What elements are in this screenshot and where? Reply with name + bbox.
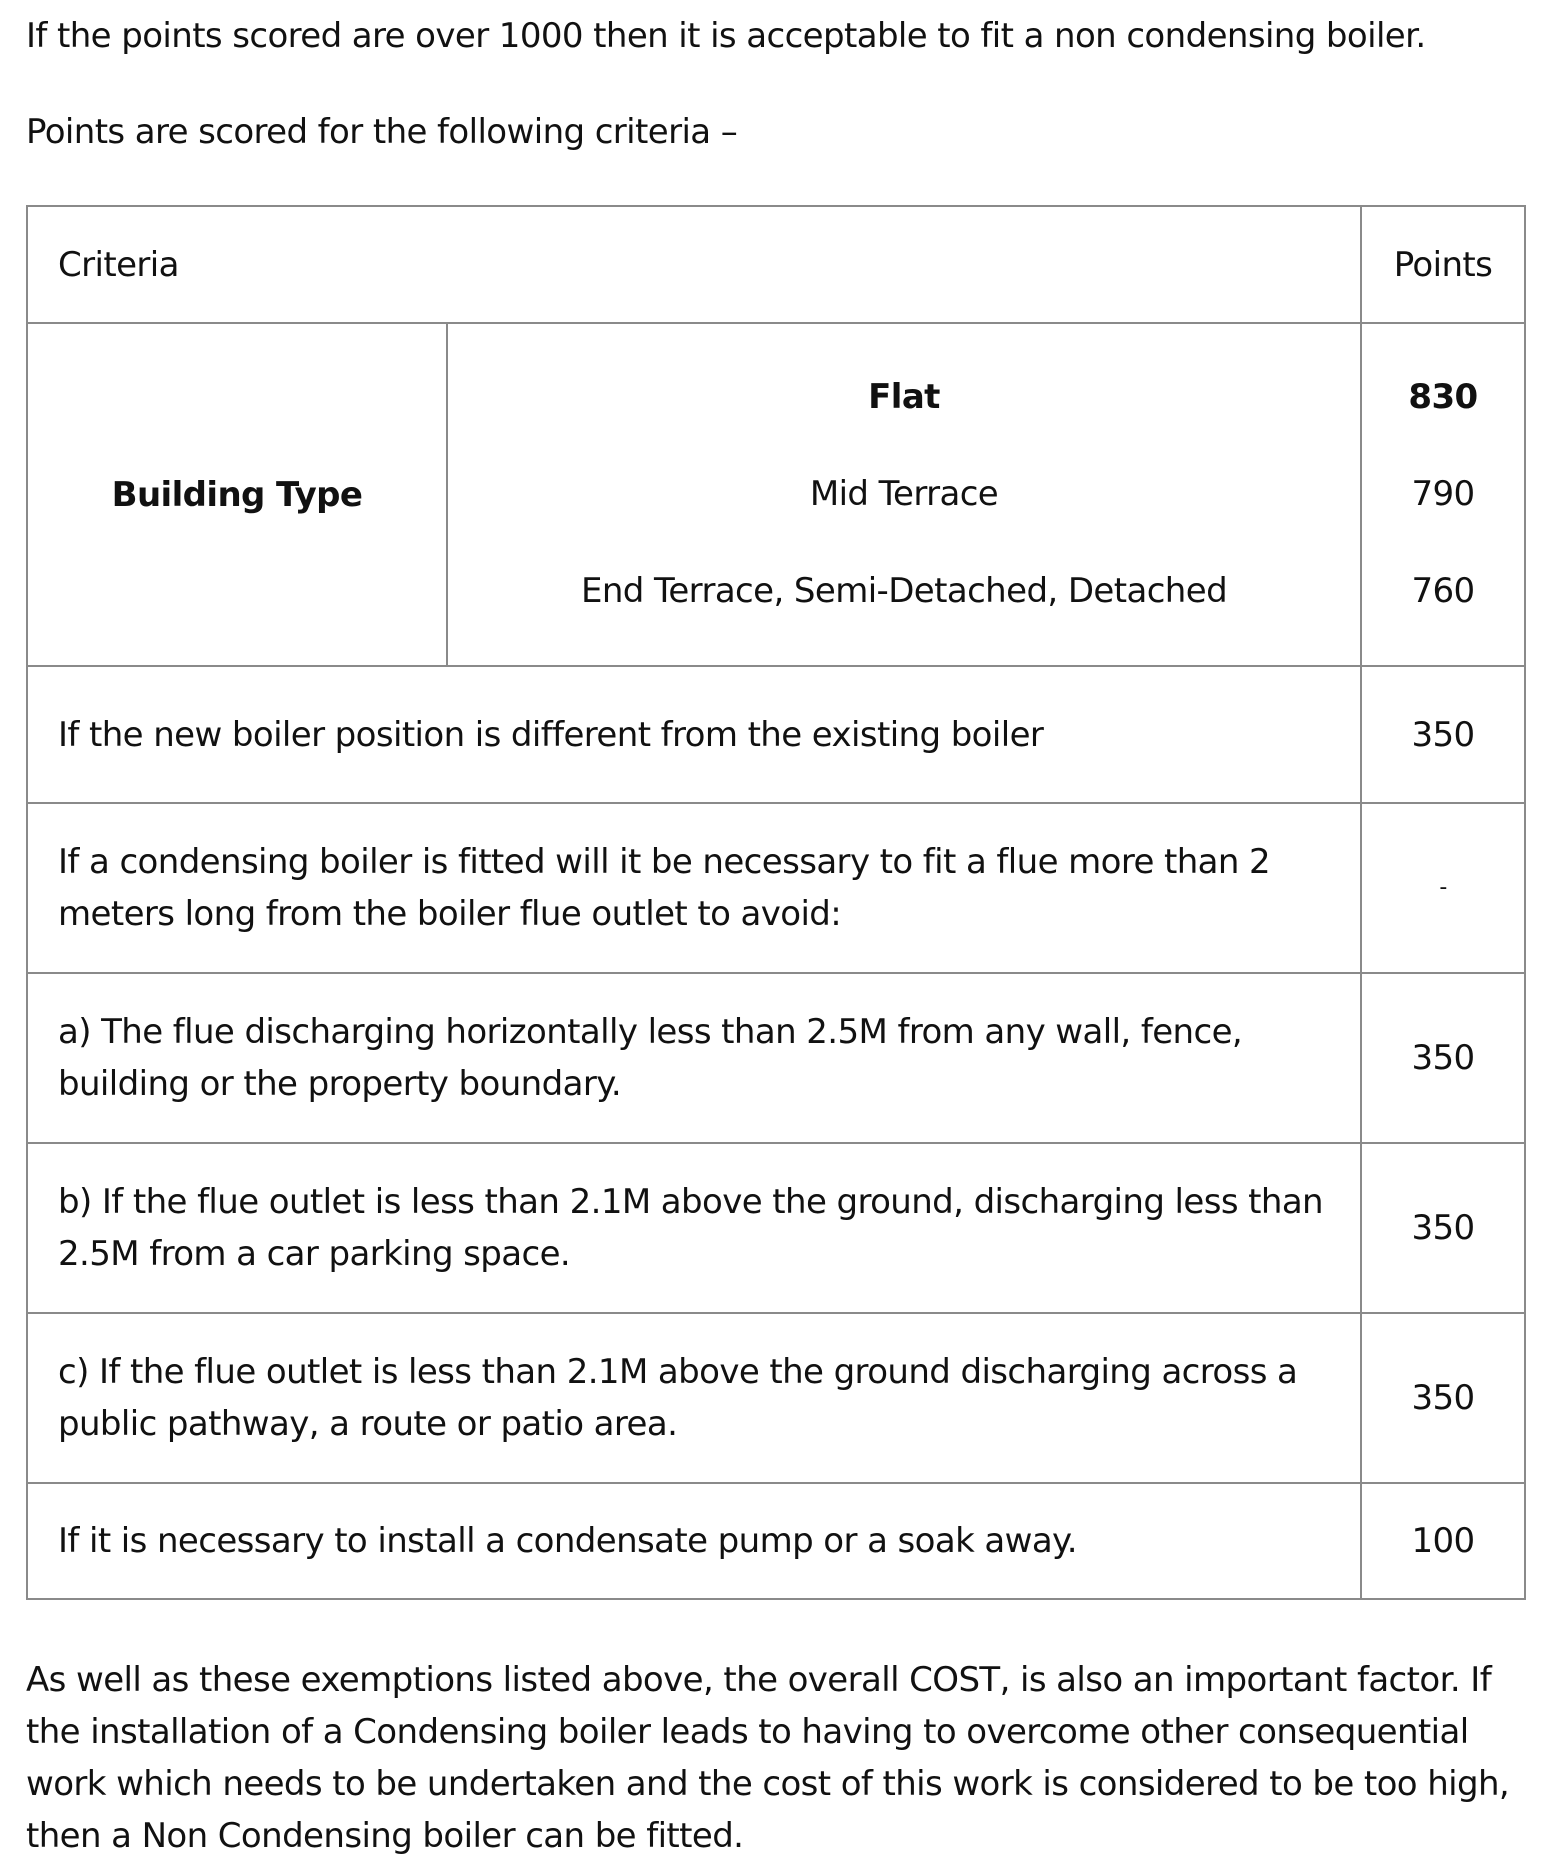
points-cell: 350 [1361, 1143, 1525, 1313]
table-row [27, 1313, 1525, 1483]
criteria-cell: If a condensing boiler is fitted will it be necessary to fit a flue more than 2 meters long from the boiler flue outlet to avoid: [27, 803, 1361, 973]
points-cell: 350 [1361, 1313, 1525, 1483]
building-type-row [27, 323, 1525, 666]
criteria-cell: If the new boiler position is different from the existing boiler [27, 666, 1361, 803]
building-option-flat: Flat [868, 377, 940, 417]
criteria-points-table [26, 205, 1526, 1600]
table-row [27, 803, 1525, 973]
header-criteria: Criteria [27, 206, 1361, 323]
table-row [27, 1483, 1525, 1599]
table-row [27, 666, 1525, 803]
criteria-cell: c) If the flue outlet is less than 2.1M above the ground discharging across a public pathway, a route or patio area. [27, 1313, 1361, 1483]
criteria-cell: a) The flue discharging horizontally less than 2.5M from any wall, fence, building or the property boundary. [27, 973, 1361, 1143]
points-end-terrace: 760 [1411, 571, 1475, 611]
points-cell: 350 [1361, 973, 1525, 1143]
building-type-options [447, 323, 1361, 666]
header-points: Points [1361, 206, 1525, 323]
points-flat: 830 [1408, 377, 1478, 417]
building-type-label: Building Type [27, 323, 447, 666]
table-header-row [27, 206, 1525, 323]
intro-line-1: If the points scored are over 1000 then it is acceptable to fit a non condensing boiler. [26, 16, 1426, 56]
building-option-mid-terrace: Mid Terrace [809, 474, 999, 514]
points-cell: - [1361, 803, 1525, 973]
points-mid-terrace: 790 [1411, 474, 1475, 514]
intro-line-2: Points are scored for the following criteria – [26, 112, 738, 152]
criteria-cell: b) If the flue outlet is less than 2.1M above the ground, discharging less than 2.5M from a car parking space. [27, 1143, 1361, 1313]
table-row [27, 973, 1525, 1143]
outro-paragraph: As well as these exemptions listed above, the overall COST, is also an important factor. If the installation of a Condensing boiler leads to having to overcome other consequential work which needs to be undertaken and the cost of this work is considered to be too high, then a Non Condensing boiler can be fitted. [26, 1660, 1510, 1856]
table-row [27, 1143, 1525, 1313]
building-option-end-terrace: End Terrace, Semi-Detached, Detached [580, 571, 1228, 611]
criteria-cell: If it is necessary to install a condensate pump or a soak away. [27, 1483, 1361, 1599]
points-cell: 100 [1361, 1483, 1525, 1599]
building-type-points [1361, 323, 1525, 666]
points-cell: 350 [1361, 666, 1525, 803]
